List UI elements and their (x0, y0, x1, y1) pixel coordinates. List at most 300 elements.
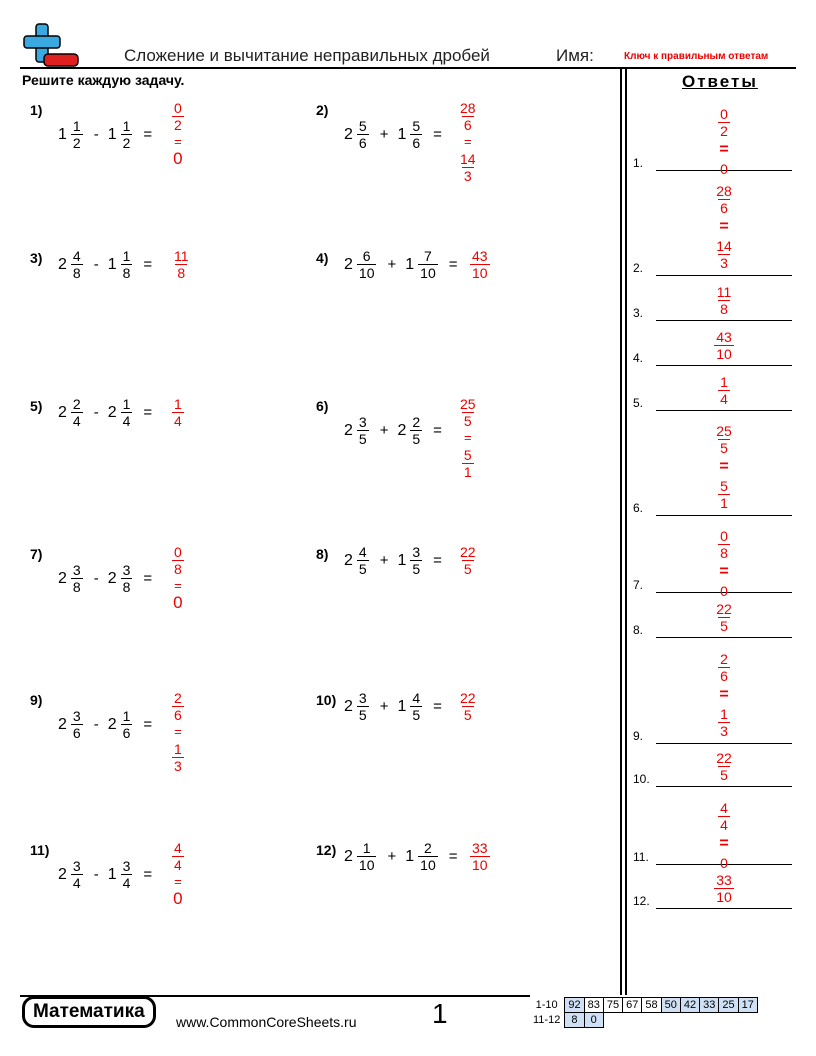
fraction (718, 651, 730, 684)
numerator: 28 (460, 100, 476, 116)
answer-value (694, 651, 754, 739)
problem-answer (468, 248, 492, 281)
score-row-label: 1-10 (535, 999, 558, 1011)
problem-answer (170, 396, 186, 429)
problem-expression (58, 118, 161, 151)
denominator: 4 (122, 413, 131, 429)
denominator: 8 (720, 545, 728, 561)
score-table (530, 997, 758, 1028)
score-cell: 92 (565, 998, 584, 1013)
equals-sign: = (433, 422, 442, 439)
denominator: 3 (463, 168, 472, 184)
numerator: 28 (716, 183, 732, 199)
denominator: 4 (720, 817, 728, 833)
denominator: 4 (122, 875, 131, 891)
problem-answer (456, 100, 480, 184)
problem-number: 8) (316, 546, 329, 562)
fraction (71, 248, 83, 281)
numerator: 3 (412, 544, 421, 560)
problem-answer (170, 100, 186, 167)
whole-number: 2 (107, 403, 117, 421)
problem-number: 10) (316, 692, 337, 708)
numerator: 1 (174, 396, 182, 412)
denominator: 8 (122, 265, 131, 281)
equals-sign: = (433, 126, 442, 143)
denominator: 2 (122, 135, 131, 151)
numerator: 11 (716, 284, 732, 300)
fraction (458, 690, 478, 723)
equals-sign: = (143, 126, 153, 143)
column-divider (620, 67, 622, 995)
denominator: 6 (720, 200, 728, 216)
simplified-answer: 0 (720, 583, 728, 599)
denominator: 8 (177, 265, 186, 281)
equals-sign: = (463, 134, 472, 149)
whole-number: 1 (58, 125, 67, 143)
equals-sign: = (719, 835, 729, 852)
numerator: 1 (122, 708, 131, 724)
denominator: 3 (174, 758, 182, 774)
problem-expression (344, 248, 467, 281)
simplified-answer: 0 (720, 855, 728, 871)
problem-expression (344, 544, 451, 577)
answer-line (656, 743, 792, 744)
denominator: 8 (122, 579, 131, 595)
numerator: 0 (174, 544, 182, 560)
fraction (172, 544, 184, 577)
denominator: 5 (720, 767, 728, 783)
answer-value (694, 374, 754, 407)
equals-sign: = (174, 724, 182, 739)
equals-sign: = (174, 874, 182, 889)
fraction (718, 374, 730, 407)
answer-line (656, 637, 792, 638)
problem-number: 4) (316, 250, 329, 266)
problem-expression (58, 858, 161, 891)
answer-number: 2. (633, 261, 644, 275)
fraction (418, 248, 438, 281)
fraction (121, 118, 133, 151)
equals-sign: = (719, 686, 729, 703)
equals-sign: = (719, 458, 729, 475)
numerator: 0 (720, 106, 728, 122)
denominator: 5 (412, 707, 421, 723)
equals-sign: = (143, 256, 153, 273)
denominator: 10 (472, 857, 488, 873)
fraction (715, 284, 734, 317)
problem-number: 1) (30, 102, 43, 118)
problem-number: 2) (316, 102, 329, 118)
operator: - (93, 126, 99, 143)
equals-sign: = (719, 141, 729, 158)
denominator: 10 (420, 857, 436, 873)
score-cell: 25 (719, 998, 738, 1013)
simplified-answer: 0 (173, 149, 183, 168)
numerator: 3 (122, 858, 131, 874)
denominator: 2 (72, 135, 81, 151)
whole-number: 2 (58, 865, 67, 883)
denominator: 3 (720, 723, 728, 739)
problem-expression (58, 396, 161, 429)
score-cell: 17 (738, 998, 757, 1013)
fraction (357, 248, 377, 281)
answer-number: 3. (633, 306, 644, 320)
denominator: 6 (122, 725, 131, 741)
score-cell: 0 (584, 1013, 603, 1028)
denominator: 6 (358, 135, 367, 151)
denominator: 5 (412, 431, 421, 447)
denominator: 8 (720, 301, 728, 317)
problem-answer (456, 396, 480, 480)
instructions: Решите каждую задачу. (22, 72, 185, 88)
problem-expression (344, 690, 451, 723)
fraction (71, 396, 83, 429)
denominator: 4 (72, 413, 81, 429)
fraction (714, 329, 734, 362)
fraction (714, 872, 734, 905)
denominator: 6 (72, 725, 81, 741)
fraction (714, 601, 734, 634)
numerator: 2 (720, 651, 728, 667)
numerator: 4 (358, 544, 367, 560)
fraction (121, 248, 133, 281)
answer-line (656, 275, 792, 276)
denominator: 10 (358, 857, 375, 873)
numerator: 22 (460, 544, 476, 560)
whole-number: 2 (58, 569, 67, 587)
numerator: 14 (716, 238, 732, 254)
fraction (470, 248, 490, 281)
answer-value (694, 601, 754, 634)
problem-answer (468, 840, 492, 873)
numerator: 5 (463, 447, 472, 463)
numerator: 7 (424, 248, 432, 264)
denominator: 4 (174, 857, 182, 873)
denominator: 10 (472, 265, 488, 281)
problem-expression (58, 248, 161, 281)
answers-title: Ответы (682, 72, 758, 91)
problem-number: 9) (30, 692, 43, 708)
fraction (357, 118, 369, 151)
fraction (718, 800, 730, 833)
numerator: 1 (72, 118, 81, 134)
denominator: 5 (463, 707, 472, 723)
denominator: 5 (463, 561, 472, 577)
fraction (121, 562, 133, 595)
whole-number: 1 (107, 865, 117, 883)
site-url: www.CommonCoreSheets.ru (176, 1014, 357, 1030)
whole-number: 1 (405, 847, 415, 865)
fraction (172, 100, 184, 133)
answer-number: 8. (633, 623, 644, 637)
operator: + (379, 126, 389, 143)
numerator: 2 (424, 840, 432, 856)
numerator: 33 (472, 840, 488, 856)
fraction (714, 238, 734, 271)
problem-answer (456, 690, 480, 723)
denominator: 5 (720, 440, 728, 456)
denominator: 4 (720, 391, 728, 407)
operator: + (379, 552, 389, 569)
page-title: Сложение и вычитание неправильных дробей (124, 46, 490, 65)
answer-value (694, 106, 754, 177)
fraction (462, 447, 474, 480)
whole-number: 2 (344, 847, 353, 865)
score-cell: 33 (700, 998, 719, 1013)
numerator: 2 (412, 414, 421, 430)
numerator: 4 (412, 690, 421, 706)
problem-number: 11) (30, 842, 50, 858)
fraction (71, 858, 83, 891)
whole-number: 2 (344, 421, 353, 439)
denominator: 5 (358, 707, 367, 723)
operator: - (93, 866, 99, 883)
denominator: 4 (72, 875, 81, 891)
denominator: 3 (720, 255, 728, 271)
denominator: 10 (420, 265, 436, 281)
numerator: 25 (460, 396, 476, 412)
equals-sign: = (448, 256, 458, 273)
denominator: 6 (463, 117, 472, 133)
problem-answer (170, 248, 193, 281)
simplified-answer: 0 (173, 889, 183, 908)
answer-value (694, 528, 754, 599)
fraction (121, 708, 133, 741)
answer-value (694, 284, 754, 317)
problem-number: 12) (316, 842, 337, 858)
numerator: 1 (122, 396, 131, 412)
equals-sign: = (143, 404, 153, 421)
answer-number: 12. (633, 894, 650, 908)
fraction (172, 248, 191, 281)
answer-value (694, 872, 754, 905)
fraction (121, 858, 133, 891)
numerator: 11 (174, 248, 189, 264)
numerator: 0 (174, 100, 182, 116)
page-number: 1 (432, 998, 448, 1029)
answer-line (656, 786, 792, 787)
answer-value (694, 329, 754, 362)
fraction (718, 706, 730, 739)
problem-answer (456, 544, 480, 577)
fraction (71, 562, 83, 595)
answer-number: 5. (633, 396, 644, 410)
whole-number: 2 (58, 403, 67, 421)
denominator: 6 (720, 668, 728, 684)
whole-number: 2 (107, 715, 117, 733)
answer-value (694, 423, 754, 511)
answer-value (694, 750, 754, 783)
fraction (714, 183, 734, 216)
fraction (357, 544, 369, 577)
operator: + (387, 256, 397, 273)
fraction (718, 478, 730, 511)
answer-value (694, 183, 754, 271)
fraction (470, 840, 490, 873)
numerator: 3 (72, 708, 81, 724)
numerator: 4 (174, 840, 182, 856)
whole-number: 1 (107, 255, 117, 273)
problem-expression (344, 414, 451, 447)
denominator: 1 (463, 464, 472, 480)
answer-number: 6. (633, 501, 644, 515)
denominator: 2 (720, 123, 728, 139)
numerator: 1 (362, 840, 371, 856)
problem-answer (170, 840, 186, 907)
operator: + (387, 848, 397, 865)
whole-number: 1 (397, 551, 407, 569)
fraction (418, 840, 438, 873)
whole-number: 2 (397, 421, 407, 439)
problem-expression (344, 840, 467, 873)
denominator: 8 (174, 561, 182, 577)
fraction (410, 544, 422, 577)
answer-key-label: Ключ к правильным ответам (624, 51, 769, 62)
whole-number: 1 (405, 255, 415, 273)
fraction (458, 544, 478, 577)
operator: - (93, 716, 99, 733)
score-cell: 50 (661, 998, 680, 1013)
fraction (172, 396, 184, 429)
fraction (357, 690, 369, 723)
denominator: 6 (174, 707, 182, 723)
numerator: 22 (460, 690, 476, 706)
denominator: 4 (174, 413, 182, 429)
numerator: 4 (720, 800, 728, 816)
fraction (718, 106, 730, 139)
equals-sign: = (719, 563, 729, 580)
simplified-answer: 0 (173, 593, 183, 612)
denominator: 5 (358, 431, 367, 447)
numerator: 22 (716, 601, 732, 617)
score-cell: 8 (565, 1013, 584, 1028)
numerator: 5 (358, 118, 367, 134)
numerator: 5 (720, 478, 728, 494)
equals-sign: = (174, 134, 182, 149)
answer-number: 4. (633, 351, 644, 365)
numerator: 43 (472, 248, 488, 264)
fraction (121, 396, 133, 429)
fraction (172, 690, 184, 723)
equals-sign: = (433, 552, 442, 569)
denominator: 5 (358, 561, 367, 577)
fraction (410, 414, 422, 447)
numerator: 2 (174, 690, 182, 706)
whole-number: 1 (397, 697, 407, 715)
numerator: 0 (720, 528, 728, 544)
numerator: 1 (122, 118, 131, 134)
answer-number: 11. (633, 850, 649, 864)
answer-number: 9. (633, 729, 644, 743)
simplified-answer: 0 (720, 161, 728, 177)
fraction (71, 708, 83, 741)
problem-expression (58, 562, 161, 595)
problem-number: 3) (30, 250, 43, 266)
whole-number: 2 (344, 697, 353, 715)
answer-number: 7. (633, 578, 644, 592)
operator: - (93, 570, 99, 587)
whole-number: 1 (107, 125, 117, 143)
problem-number: 7) (30, 546, 43, 562)
fraction (71, 118, 83, 151)
equals-sign: = (448, 848, 458, 865)
header-divider (20, 67, 796, 69)
numerator: 3 (358, 690, 367, 706)
numerator: 33 (716, 872, 732, 888)
equals-sign: = (143, 866, 153, 883)
problem-answer (170, 544, 186, 611)
score-cell: 75 (603, 998, 622, 1013)
answer-line (656, 515, 792, 516)
score-cell: 83 (584, 998, 603, 1013)
whole-number: 2 (58, 715, 67, 733)
subject-badge: Математика (22, 996, 156, 1028)
equals-sign: = (174, 578, 182, 593)
fraction (718, 528, 730, 561)
numerator: 43 (716, 329, 732, 345)
operator: - (93, 256, 99, 273)
answer-line (656, 410, 792, 411)
denominator: 5 (720, 618, 728, 634)
numerator: 3 (358, 414, 367, 430)
numerator: 3 (72, 562, 81, 578)
equals-sign: = (143, 570, 153, 587)
equals-sign: = (143, 716, 153, 733)
name-label: Имя: (556, 46, 594, 65)
fraction (458, 396, 478, 429)
numerator: 1 (720, 374, 728, 390)
numerator: 5 (412, 118, 421, 134)
numerator: 3 (72, 858, 81, 874)
problem-expression (58, 708, 161, 741)
denominator: 10 (716, 889, 732, 905)
fraction (172, 741, 184, 774)
whole-number: 2 (344, 551, 353, 569)
operator: + (379, 698, 389, 715)
operator: - (93, 404, 99, 421)
answer-line (656, 320, 792, 321)
equals-sign: = (463, 430, 472, 445)
fraction (357, 840, 377, 873)
score-cell: 58 (642, 998, 661, 1013)
whole-number: 2 (107, 569, 117, 587)
denominator: 8 (72, 265, 81, 281)
score-row-label: 11-12 (533, 1014, 561, 1026)
numerator: 1 (122, 248, 131, 264)
denominator: 5 (412, 561, 421, 577)
numerator: 4 (72, 248, 81, 264)
fraction (357, 414, 369, 447)
denominator: 8 (72, 579, 81, 595)
numerator: 3 (122, 562, 131, 578)
score-cell: 67 (623, 998, 642, 1013)
score-cell: 42 (680, 998, 699, 1013)
fraction (172, 840, 184, 873)
denominator: 10 (716, 346, 732, 362)
problem-number: 5) (30, 398, 43, 414)
denominator: 2 (174, 117, 182, 133)
column-divider (625, 67, 627, 995)
problem-expression (344, 118, 451, 151)
denominator: 1 (720, 495, 728, 511)
numerator: 25 (716, 423, 732, 439)
answer-number: 10. (633, 772, 650, 786)
numerator: 14 (460, 151, 476, 167)
numerator: 6 (362, 248, 371, 264)
fraction (714, 750, 734, 783)
fraction (458, 151, 478, 184)
denominator: 6 (412, 135, 421, 151)
